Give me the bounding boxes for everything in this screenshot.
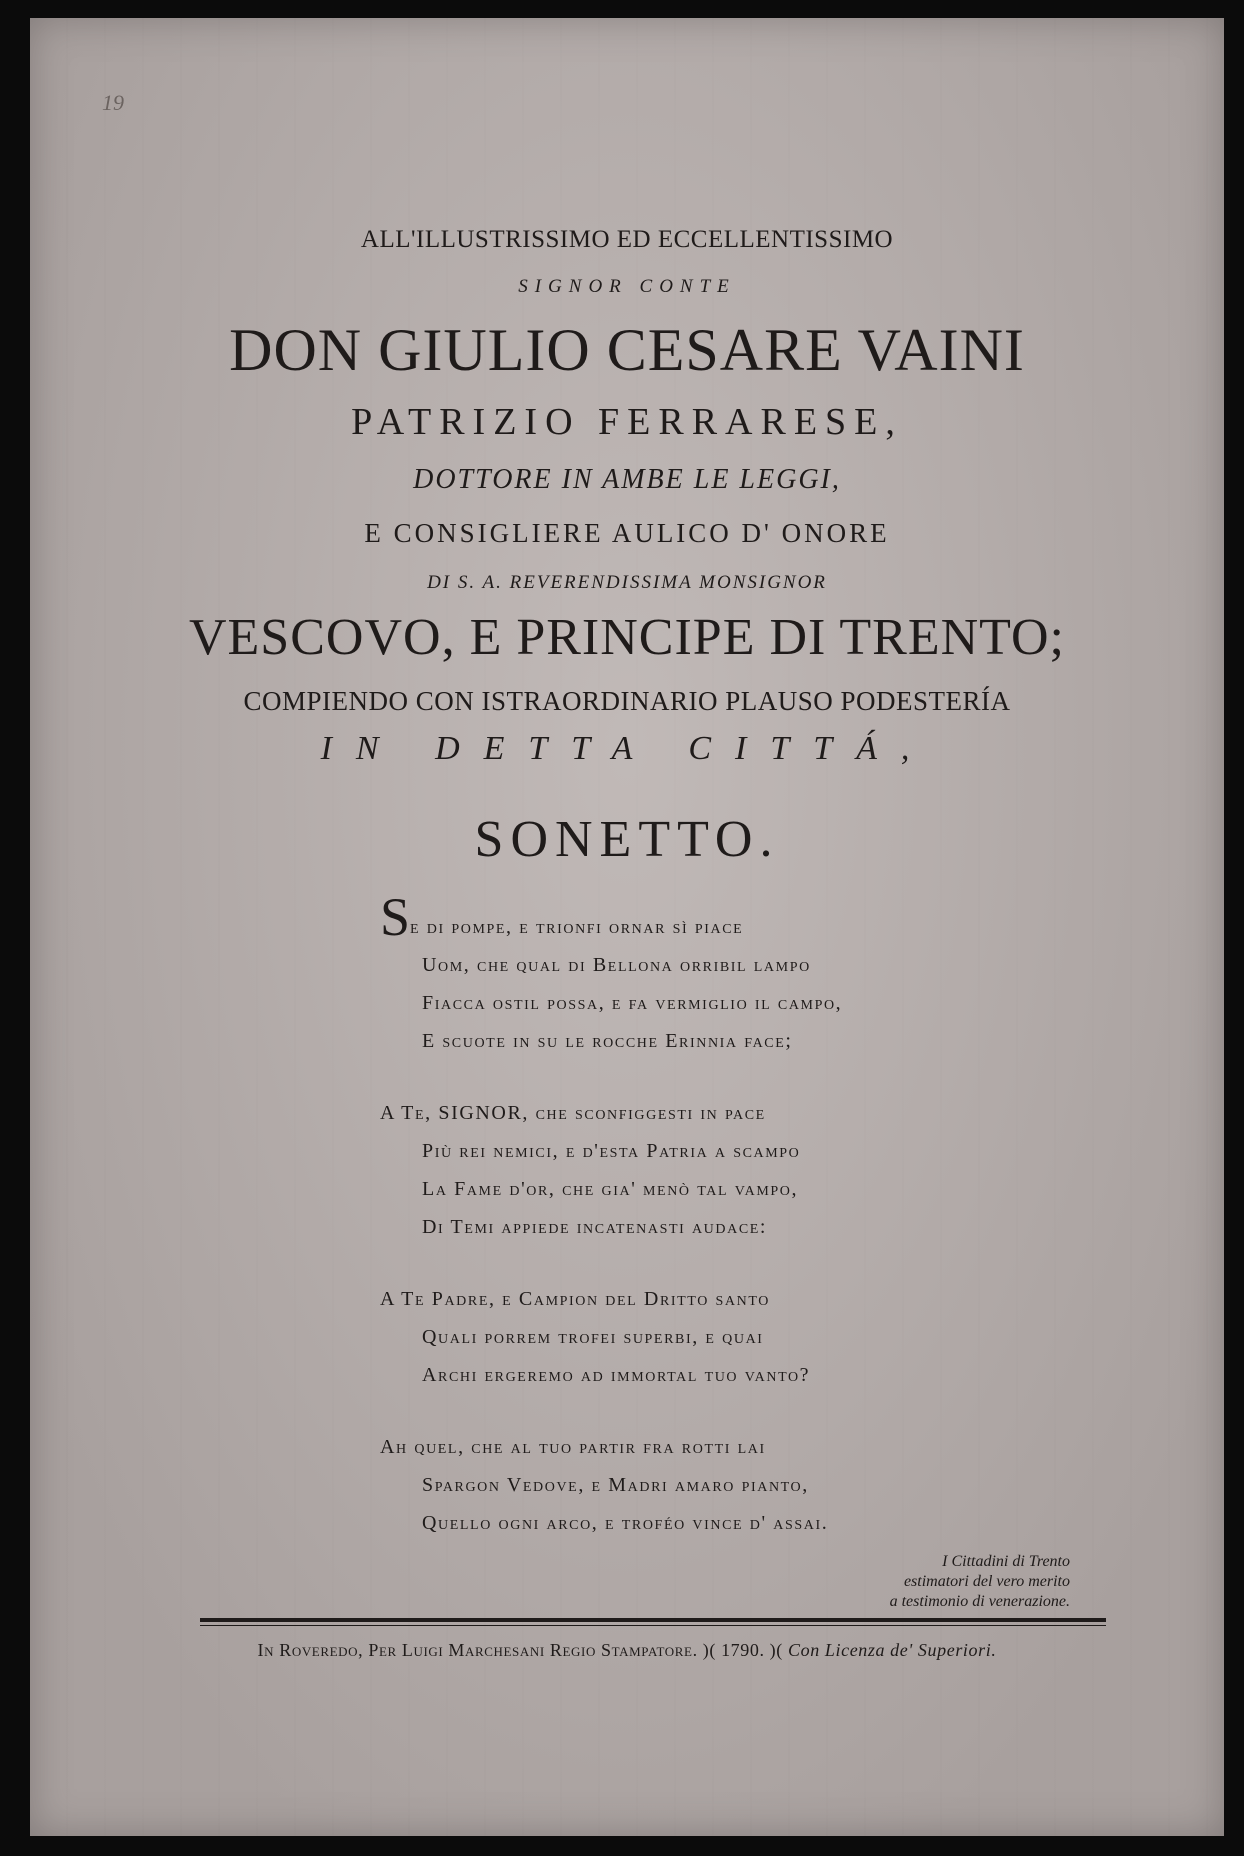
sonnet-title: SONETTO. bbox=[474, 811, 780, 868]
folio-number: 19 bbox=[102, 90, 124, 115]
signature-line: a testimonio di venerazione. bbox=[889, 1593, 1070, 1610]
verse-line-text: e di pompe, e trionfi ornar sì piace bbox=[410, 916, 744, 938]
dedication-line-2: SIGNOR CONTE bbox=[518, 276, 736, 297]
verse-line bbox=[380, 887, 1000, 947]
verse-line: E scuote in su le rocche Erinnia face; bbox=[422, 1030, 793, 1052]
honoree-office: E CONSIGLIERE AULICO D' ONORE bbox=[364, 518, 890, 548]
rule-thick bbox=[200, 1618, 1106, 1622]
verse-line: A Te, SIGNOR, che sconfiggesti in pace bbox=[380, 1102, 766, 1124]
imprint-main: In Roveredo, Per Luigi Marchesani Regio Stampatore. )( 1790. )( bbox=[257, 1640, 783, 1660]
printed-broadside bbox=[30, 18, 1224, 1836]
imprint-license: Con Licenza de' Superiori. bbox=[787, 1640, 997, 1660]
honoree-name: DON GIULIO CESARE VAINI bbox=[229, 317, 1025, 383]
stanza-3 bbox=[380, 1280, 1000, 1394]
drop-cap: S bbox=[380, 887, 411, 947]
prince-title: VESCOVO, E PRINCIPE DI TRENTO; bbox=[188, 609, 1065, 666]
verse-line: Uom, che qual di Bellona orribil lampo bbox=[422, 954, 811, 976]
stanza-2 bbox=[380, 1094, 1000, 1246]
double-rule-divider bbox=[200, 1618, 1106, 1628]
city-line: IN DETTA CITTÁ, bbox=[320, 730, 934, 767]
verse-line: Quello ogni arco, e troféo vince d' assai. bbox=[422, 1512, 829, 1534]
dedication-line-1: ALL'ILLUSTRISSIMO ED ECCELLENTISSIMO bbox=[360, 226, 894, 253]
verse-line: Archi ergeremo ad immortal tuo vanto? bbox=[422, 1364, 811, 1386]
honoree-degree: DOTTORE IN AMBE LE LEGGI, bbox=[413, 464, 841, 495]
verse-line: Quali porrem trofei superbi, e quai bbox=[422, 1326, 764, 1348]
printer-imprint bbox=[30, 1640, 1224, 1661]
verse-line: Più rei nemici, e d'esta Patria a scampo bbox=[422, 1140, 801, 1162]
sonnet-body bbox=[380, 887, 1000, 1576]
verse-line: Fiacca ostil possa, e fa vermiglio il campo, bbox=[422, 992, 843, 1014]
stanza-1 bbox=[380, 887, 1000, 1060]
verse-line: Di Temi appiede incatenasti audace: bbox=[422, 1216, 768, 1238]
rule-thin bbox=[200, 1625, 1106, 1626]
honoree-origin: PATRIZIO FERRARESE, bbox=[351, 401, 903, 443]
verse-line: La Fame d'or, che gia' menò tal vampo, bbox=[422, 1178, 799, 1200]
verse-line: A Te Padre, e Campion del Dritto santo bbox=[380, 1288, 770, 1310]
signature-line: I Cittadini di Trento bbox=[942, 1553, 1070, 1570]
honoree-of: DI S. A. REVERENDISSIMA MONSIGNOR bbox=[427, 572, 827, 593]
verse-line: Spargon Vedove, e Madri amaro pianto, bbox=[422, 1474, 809, 1496]
signature-block bbox=[820, 1552, 1070, 1612]
verse-line: Ah quel, che al tuo partir fra rotti lai bbox=[380, 1436, 766, 1458]
signature-line: estimatori del vero merito bbox=[903, 1573, 1070, 1590]
occasion-line: COMPIENDO CON ISTRAORDINARIO PLAUSO PODESTERÍA bbox=[243, 686, 1011, 716]
stanza-4 bbox=[380, 1428, 1000, 1542]
